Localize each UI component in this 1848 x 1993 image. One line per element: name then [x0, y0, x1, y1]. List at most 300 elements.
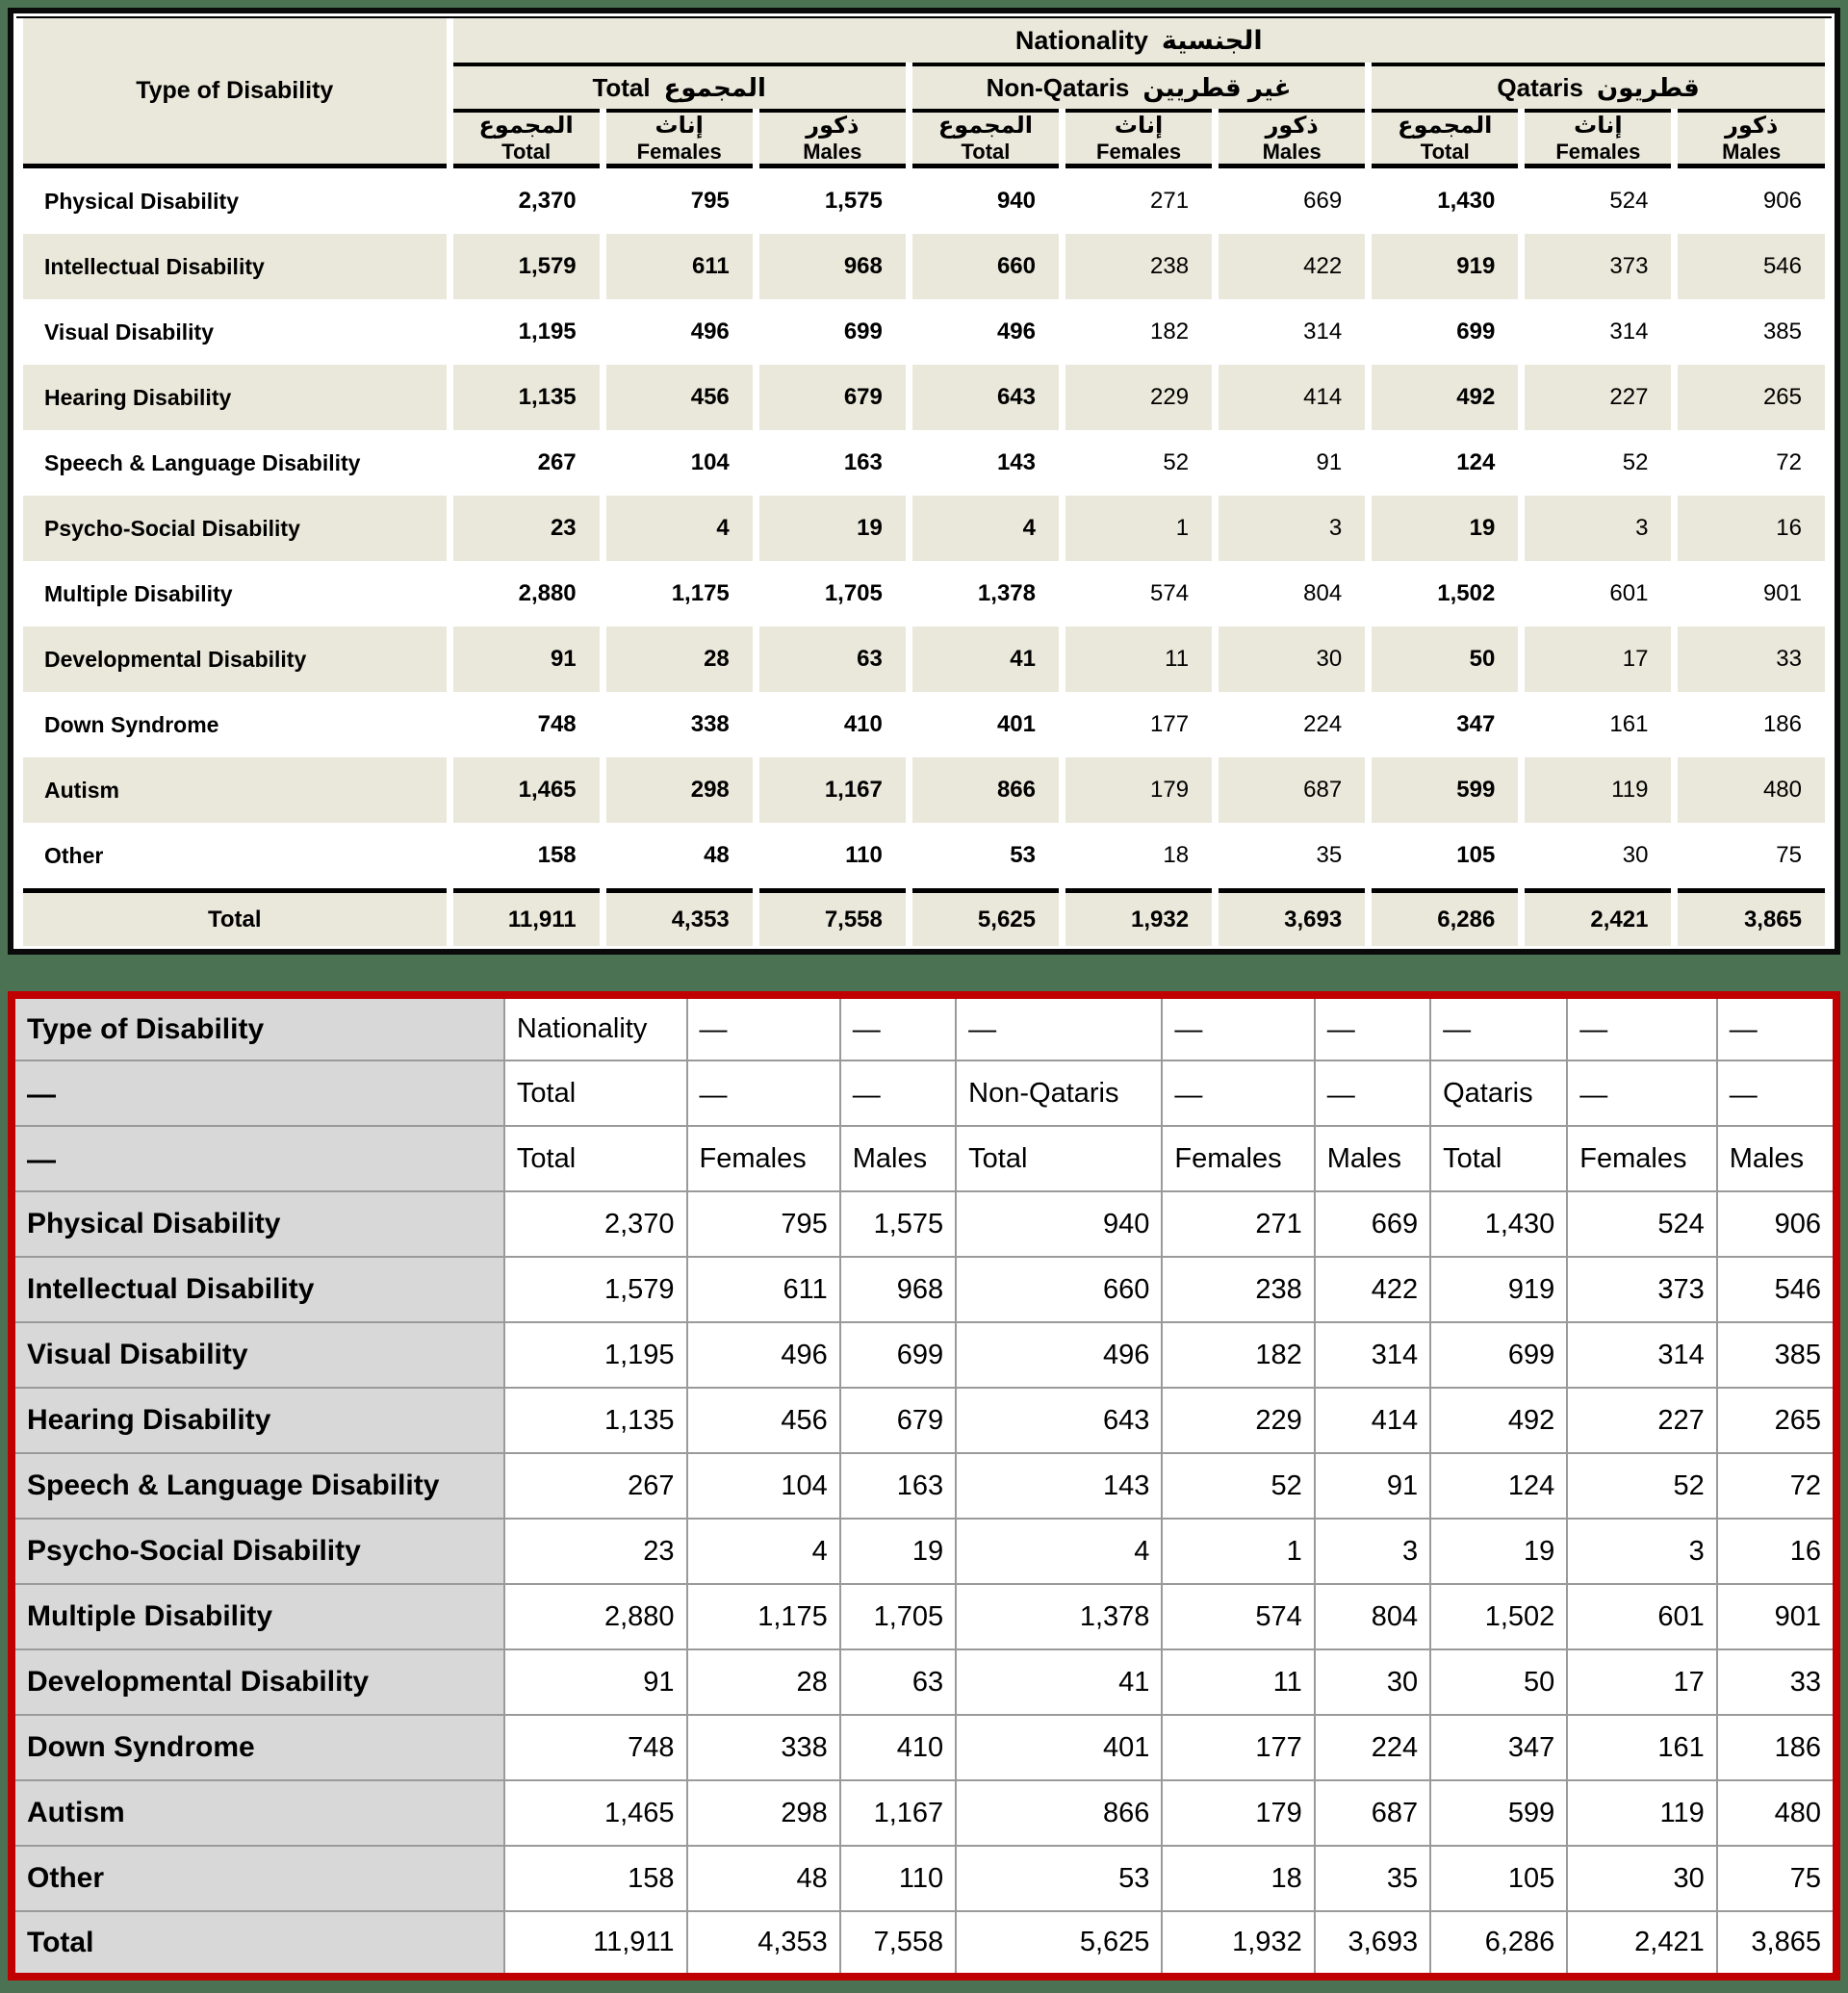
- value-cell: 901: [1717, 1584, 1836, 1649]
- value-cell: 177: [1065, 692, 1212, 757]
- bottom-table-row: [12, 1453, 1836, 1519]
- bottom-table-row: [12, 1649, 1836, 1715]
- bottom-subheader-males: Males: [1315, 1126, 1430, 1191]
- dash-cell: —: [1430, 995, 1567, 1060]
- value-cell: 16: [1717, 1519, 1836, 1584]
- bottom-table-row: [12, 1519, 1836, 1584]
- value-cell: 41: [956, 1649, 1162, 1715]
- value-cell: 6,286: [1372, 888, 1518, 946]
- value-cell: 19: [1430, 1519, 1567, 1584]
- value-cell: 1,195: [504, 1322, 687, 1388]
- value-cell: 23: [504, 1519, 687, 1584]
- bottom-header-row-1: [12, 995, 1836, 1060]
- value-cell: 18: [1162, 1846, 1314, 1911]
- value-cell: 186: [1717, 1715, 1836, 1780]
- value-cell: 143: [956, 1453, 1162, 1519]
- value-cell: 1,502: [1372, 561, 1518, 626]
- top-table-row: [23, 823, 1825, 888]
- value-cell: 4: [956, 1519, 1162, 1584]
- top-table-row: [23, 757, 1825, 823]
- value-cell: 33: [1717, 1649, 1836, 1715]
- row-label: Intellectual Disability: [12, 1257, 504, 1322]
- row-label: Physical Disability: [23, 168, 447, 234]
- value-cell: 179: [1065, 757, 1212, 823]
- bottom-subheader-females: Females: [1162, 1126, 1314, 1191]
- value-cell: 271: [1162, 1191, 1314, 1257]
- value-cell: 314: [1315, 1322, 1430, 1388]
- value-cell: 574: [1065, 561, 1212, 626]
- dash-cell: —: [1162, 995, 1314, 1060]
- value-cell: 2,421: [1525, 888, 1671, 946]
- value-cell: 422: [1219, 234, 1365, 299]
- value-cell: 919: [1430, 1257, 1567, 1322]
- value-cell: 347: [1372, 692, 1518, 757]
- bottom-table-row: [12, 1715, 1836, 1780]
- value-cell: 456: [606, 365, 753, 430]
- value-cell: 161: [1567, 1715, 1716, 1780]
- row-label: Other: [12, 1846, 504, 1911]
- dash-cell: —: [12, 1126, 504, 1191]
- row-label: Hearing Disability: [23, 365, 447, 430]
- group-qataris-ar: قطريون: [1597, 72, 1700, 102]
- dash-cell: —: [956, 995, 1162, 1060]
- value-cell: 48: [606, 823, 753, 888]
- value-cell: 19: [840, 1519, 956, 1584]
- value-cell: 30: [1567, 1846, 1716, 1911]
- value-cell: 1,430: [1372, 168, 1518, 234]
- row-label: Other: [23, 823, 447, 888]
- group-total-ar: المجموع: [663, 72, 766, 102]
- value-cell: 660: [956, 1257, 1162, 1322]
- dash-cell: —: [1717, 1060, 1836, 1126]
- value-cell: 91: [1315, 1453, 1430, 1519]
- value-cell: 546: [1717, 1257, 1836, 1322]
- styled-statistics-table: [8, 8, 1840, 955]
- value-cell: 161: [1525, 692, 1671, 757]
- row-label: Multiple Disability: [23, 561, 447, 626]
- value-cell: 16: [1678, 496, 1825, 561]
- dash-cell: —: [1567, 1060, 1716, 1126]
- value-cell: 338: [687, 1715, 840, 1780]
- value-cell: 347: [1430, 1715, 1567, 1780]
- value-cell: 271: [1065, 168, 1212, 234]
- row-label: Visual Disability: [12, 1322, 504, 1388]
- value-cell: 11,911: [504, 1911, 687, 1977]
- nationality-header: [453, 18, 1825, 63]
- row-label: Speech & Language Disability: [23, 430, 447, 496]
- value-cell: 1,175: [687, 1584, 840, 1649]
- value-cell: 30: [1315, 1649, 1430, 1715]
- value-cell: 1,465: [504, 1780, 687, 1846]
- value-cell: 3,865: [1717, 1911, 1836, 1977]
- value-cell: 182: [1065, 299, 1212, 365]
- value-cell: 143: [912, 430, 1059, 496]
- value-cell: 52: [1525, 430, 1671, 496]
- value-cell: 314: [1567, 1322, 1716, 1388]
- value-cell: 182: [1162, 1322, 1314, 1388]
- top-table-row: [23, 626, 1825, 692]
- top-table-row: [23, 496, 1825, 561]
- value-cell: 3: [1219, 496, 1365, 561]
- value-cell: 679: [759, 365, 906, 430]
- bottom-subheader-females: Females: [1567, 1126, 1716, 1191]
- value-cell: 186: [1678, 692, 1825, 757]
- value-cell: 496: [606, 299, 753, 365]
- value-cell: 866: [956, 1780, 1162, 1846]
- value-cell: 1,135: [504, 1388, 687, 1453]
- dash-cell: —: [1315, 995, 1430, 1060]
- value-cell: 11: [1065, 626, 1212, 692]
- value-cell: 33: [1678, 626, 1825, 692]
- value-cell: 496: [912, 299, 1059, 365]
- value-cell: 1,579: [504, 1257, 687, 1322]
- value-cell: 401: [956, 1715, 1162, 1780]
- value-cell: 158: [504, 1846, 687, 1911]
- subheader-males: ذكور Males: [1219, 109, 1365, 168]
- subheader-total: المجموع Total: [1372, 109, 1518, 168]
- subheader-total: المجموع Total: [453, 109, 600, 168]
- row-label: Psycho-Social Disability: [23, 496, 447, 561]
- value-cell: 611: [687, 1257, 840, 1322]
- value-cell: 7,558: [840, 1911, 956, 1977]
- value-cell: 105: [1372, 823, 1518, 888]
- top-table-row: [23, 299, 1825, 365]
- value-cell: 1,175: [606, 561, 753, 626]
- bottom-subheader-total: Total: [504, 1126, 687, 1191]
- dash-cell: —: [840, 1060, 956, 1126]
- value-cell: 91: [453, 626, 600, 692]
- bottom-total-row: [12, 1911, 1836, 1977]
- subheader-females: إناث Females: [1525, 109, 1671, 168]
- subheader-females: إناث Females: [606, 109, 753, 168]
- row-label: Total: [12, 1911, 504, 1977]
- value-cell: 699: [1372, 299, 1518, 365]
- row-label: Autism: [23, 757, 447, 823]
- value-cell: 75: [1717, 1846, 1836, 1911]
- group-nonqataris-en: Non-Qataris: [986, 72, 1130, 102]
- value-cell: 414: [1219, 365, 1365, 430]
- dash-cell: —: [12, 1060, 504, 1126]
- bottom-table-row: [12, 1257, 1836, 1322]
- value-cell: 414: [1315, 1388, 1430, 1453]
- row-label: Down Syndrome: [23, 692, 447, 757]
- value-cell: 496: [687, 1322, 840, 1388]
- value-cell: 422: [1315, 1257, 1430, 1322]
- value-cell: 3: [1315, 1519, 1430, 1584]
- value-cell: 968: [840, 1257, 956, 1322]
- value-cell: 492: [1430, 1388, 1567, 1453]
- value-cell: 53: [956, 1846, 1162, 1911]
- row-label: Visual Disability: [23, 299, 447, 365]
- group-qataris-en: Qataris: [1497, 72, 1584, 102]
- value-cell: 119: [1525, 757, 1671, 823]
- value-cell: 2,421: [1567, 1911, 1716, 1977]
- value-cell: 1: [1065, 496, 1212, 561]
- value-cell: 3,693: [1219, 888, 1365, 946]
- value-cell: 643: [956, 1388, 1162, 1453]
- value-cell: 30: [1219, 626, 1365, 692]
- value-cell: 30: [1525, 823, 1671, 888]
- value-cell: 687: [1315, 1780, 1430, 1846]
- value-cell: 748: [453, 692, 600, 757]
- bottom-subheader-total: Total: [956, 1126, 1162, 1191]
- group-nonqataris-ar: غير قطريين: [1142, 72, 1292, 102]
- value-cell: 18: [1065, 823, 1212, 888]
- dash-cell: —: [687, 995, 840, 1060]
- value-cell: 1,932: [1065, 888, 1212, 946]
- value-cell: 163: [840, 1453, 956, 1519]
- value-cell: 265: [1678, 365, 1825, 430]
- subheader-males: ذكور Males: [759, 109, 906, 168]
- value-cell: 3,693: [1315, 1911, 1430, 1977]
- value-cell: 1,705: [840, 1584, 956, 1649]
- value-cell: 456: [687, 1388, 840, 1453]
- value-cell: 158: [453, 823, 600, 888]
- value-cell: 1,430: [1430, 1191, 1567, 1257]
- value-cell: 940: [956, 1191, 1162, 1257]
- value-cell: 1: [1162, 1519, 1314, 1584]
- value-cell: 41: [912, 626, 1059, 692]
- value-cell: 574: [1162, 1584, 1314, 1649]
- row-label: Developmental Disability: [23, 626, 447, 692]
- bottom-header-row-2: [12, 1060, 1836, 1126]
- bottom-table-row: [12, 1846, 1836, 1911]
- bottom-subheader-males: Males: [840, 1126, 956, 1191]
- subheader-males: ذكور Males: [1678, 109, 1825, 168]
- value-cell: 669: [1219, 168, 1365, 234]
- value-cell: 63: [759, 626, 906, 692]
- value-cell: 63: [840, 1649, 956, 1715]
- bottom-table-row: [12, 1388, 1836, 1453]
- value-cell: 679: [840, 1388, 956, 1453]
- value-cell: 227: [1567, 1388, 1716, 1453]
- value-cell: 1,575: [840, 1191, 956, 1257]
- value-cell: 699: [1430, 1322, 1567, 1388]
- value-cell: 1,705: [759, 561, 906, 626]
- value-cell: 124: [1430, 1453, 1567, 1519]
- value-cell: 105: [1430, 1846, 1567, 1911]
- value-cell: 611: [606, 234, 753, 299]
- value-cell: 4: [912, 496, 1059, 561]
- value-cell: 906: [1678, 168, 1825, 234]
- value-cell: 4: [687, 1519, 840, 1584]
- page-background-gap: [8, 955, 1840, 991]
- value-cell: 314: [1219, 299, 1365, 365]
- value-cell: 72: [1678, 430, 1825, 496]
- value-cell: 410: [759, 692, 906, 757]
- value-cell: 1,195: [453, 299, 600, 365]
- value-cell: 11: [1162, 1649, 1314, 1715]
- subheader-total: المجموع Total: [912, 109, 1059, 168]
- bottom-group-non-qataris: Non-Qataris: [956, 1060, 1162, 1126]
- value-cell: 385: [1717, 1322, 1836, 1388]
- value-cell: 480: [1678, 757, 1825, 823]
- value-cell: 224: [1219, 692, 1365, 757]
- value-cell: 601: [1525, 561, 1671, 626]
- dash-cell: —: [1717, 995, 1836, 1060]
- row-label: Developmental Disability: [12, 1649, 504, 1715]
- value-cell: 17: [1525, 626, 1671, 692]
- extracted-plain-table: [8, 991, 1840, 1980]
- top-table-row: [23, 692, 1825, 757]
- value-cell: 35: [1219, 823, 1365, 888]
- value-cell: 1,502: [1430, 1584, 1567, 1649]
- value-cell: 5,625: [912, 888, 1059, 946]
- value-cell: 267: [504, 1453, 687, 1519]
- value-cell: 104: [687, 1453, 840, 1519]
- nationality-header-en: Nationality: [1014, 25, 1148, 55]
- value-cell: 338: [606, 692, 753, 757]
- value-cell: 52: [1065, 430, 1212, 496]
- value-cell: 35: [1315, 1846, 1430, 1911]
- value-cell: 227: [1525, 365, 1671, 430]
- group-header-qataris: [1372, 63, 1825, 109]
- value-cell: 599: [1430, 1780, 1567, 1846]
- row-label: Multiple Disability: [12, 1584, 504, 1649]
- value-cell: 267: [453, 430, 600, 496]
- value-cell: 19: [759, 496, 906, 561]
- value-cell: 53: [912, 823, 1059, 888]
- nationality-header-ar: الجنسية: [1161, 25, 1263, 55]
- value-cell: 3,865: [1678, 888, 1825, 946]
- bottom-group-total: Total: [504, 1060, 687, 1126]
- top-table-row: [23, 561, 1825, 626]
- value-cell: 601: [1567, 1584, 1716, 1649]
- value-cell: 2,370: [453, 168, 600, 234]
- value-cell: 480: [1717, 1780, 1836, 1846]
- value-cell: 7,558: [759, 888, 906, 946]
- value-cell: 52: [1567, 1453, 1716, 1519]
- bottom-label-header: Type of Disability: [12, 995, 504, 1060]
- bottom-table-row: [12, 1584, 1836, 1649]
- value-cell: 3: [1525, 496, 1671, 561]
- value-cell: 124: [1372, 430, 1518, 496]
- value-cell: 298: [687, 1780, 840, 1846]
- value-cell: 91: [1219, 430, 1365, 496]
- value-cell: 901: [1678, 561, 1825, 626]
- top-table-row: [23, 430, 1825, 496]
- value-cell: 238: [1065, 234, 1212, 299]
- value-cell: 1,167: [759, 757, 906, 823]
- value-cell: 1,135: [453, 365, 600, 430]
- value-cell: 804: [1219, 561, 1365, 626]
- value-cell: 524: [1525, 168, 1671, 234]
- value-cell: 940: [912, 168, 1059, 234]
- value-cell: 298: [606, 757, 753, 823]
- top-table-row: [23, 234, 1825, 299]
- value-cell: 1,378: [956, 1584, 1162, 1649]
- value-cell: 866: [912, 757, 1059, 823]
- bottom-subheader-females: Females: [687, 1126, 840, 1191]
- value-cell: 28: [687, 1649, 840, 1715]
- value-cell: 373: [1567, 1257, 1716, 1322]
- bottom-nationality-header: Nationality: [504, 995, 687, 1060]
- bottom-subheader-males: Males: [1717, 1126, 1836, 1191]
- row-label: Down Syndrome: [12, 1715, 504, 1780]
- row-label: Physical Disability: [12, 1191, 504, 1257]
- value-cell: 110: [840, 1846, 956, 1911]
- value-cell: 4: [606, 496, 753, 561]
- dash-cell: —: [1315, 1060, 1430, 1126]
- row-label: Autism: [12, 1780, 504, 1846]
- value-cell: 1,378: [912, 561, 1059, 626]
- value-cell: 265: [1717, 1388, 1836, 1453]
- row-label: Psycho-Social Disability: [12, 1519, 504, 1584]
- value-cell: 804: [1315, 1584, 1430, 1649]
- value-cell: 75: [1678, 823, 1825, 888]
- value-cell: 748: [504, 1715, 687, 1780]
- value-cell: 11,911: [453, 888, 600, 946]
- value-cell: 524: [1567, 1191, 1716, 1257]
- value-cell: 373: [1525, 234, 1671, 299]
- value-cell: 2,880: [453, 561, 600, 626]
- value-cell: 492: [1372, 365, 1518, 430]
- value-cell: 660: [912, 234, 1059, 299]
- value-cell: 179: [1162, 1780, 1314, 1846]
- value-cell: 238: [1162, 1257, 1314, 1322]
- value-cell: 906: [1717, 1191, 1836, 1257]
- group-total-en: Total: [592, 72, 651, 102]
- value-cell: 50: [1372, 626, 1518, 692]
- value-cell: 699: [840, 1322, 956, 1388]
- value-cell: 17: [1567, 1649, 1716, 1715]
- value-cell: 546: [1678, 234, 1825, 299]
- subheader-females: إناث Females: [1065, 109, 1212, 168]
- value-cell: 110: [759, 823, 906, 888]
- bottom-subheader-total: Total: [1430, 1126, 1567, 1191]
- bottom-table-row: [12, 1322, 1836, 1388]
- value-cell: 669: [1315, 1191, 1430, 1257]
- value-cell: 28: [606, 626, 753, 692]
- value-cell: 72: [1717, 1453, 1836, 1519]
- value-cell: 2,880: [504, 1584, 687, 1649]
- value-cell: 643: [912, 365, 1059, 430]
- value-cell: 599: [1372, 757, 1518, 823]
- value-cell: 119: [1567, 1780, 1716, 1846]
- value-cell: 968: [759, 234, 906, 299]
- value-cell: 699: [759, 299, 906, 365]
- value-cell: 23: [453, 496, 600, 561]
- value-cell: 1,932: [1162, 1911, 1314, 1977]
- value-cell: 229: [1162, 1388, 1314, 1453]
- dash-cell: —: [1567, 995, 1716, 1060]
- value-cell: 91: [504, 1649, 687, 1715]
- value-cell: 1,465: [453, 757, 600, 823]
- value-cell: 48: [687, 1846, 840, 1911]
- value-cell: 224: [1315, 1715, 1430, 1780]
- value-cell: 795: [687, 1191, 840, 1257]
- value-cell: 1,167: [840, 1780, 956, 1846]
- bottom-header-row-3: [12, 1126, 1836, 1191]
- dash-cell: —: [687, 1060, 840, 1126]
- top-table-row: [23, 365, 1825, 430]
- group-header-non-qataris: [912, 63, 1365, 109]
- value-cell: 401: [912, 692, 1059, 757]
- value-cell: 104: [606, 430, 753, 496]
- value-cell: 3: [1567, 1519, 1716, 1584]
- value-cell: 177: [1162, 1715, 1314, 1780]
- top-table-row: [23, 168, 1825, 234]
- group-header-total: [453, 63, 906, 109]
- row-label: Hearing Disability: [12, 1388, 504, 1453]
- value-cell: 163: [759, 430, 906, 496]
- value-cell: 229: [1065, 365, 1212, 430]
- row-label: Intellectual Disability: [23, 234, 447, 299]
- value-cell: 4,353: [687, 1911, 840, 1977]
- bottom-table-row: [12, 1191, 1836, 1257]
- bottom-table-row: [12, 1780, 1836, 1846]
- value-cell: 1,575: [759, 168, 906, 234]
